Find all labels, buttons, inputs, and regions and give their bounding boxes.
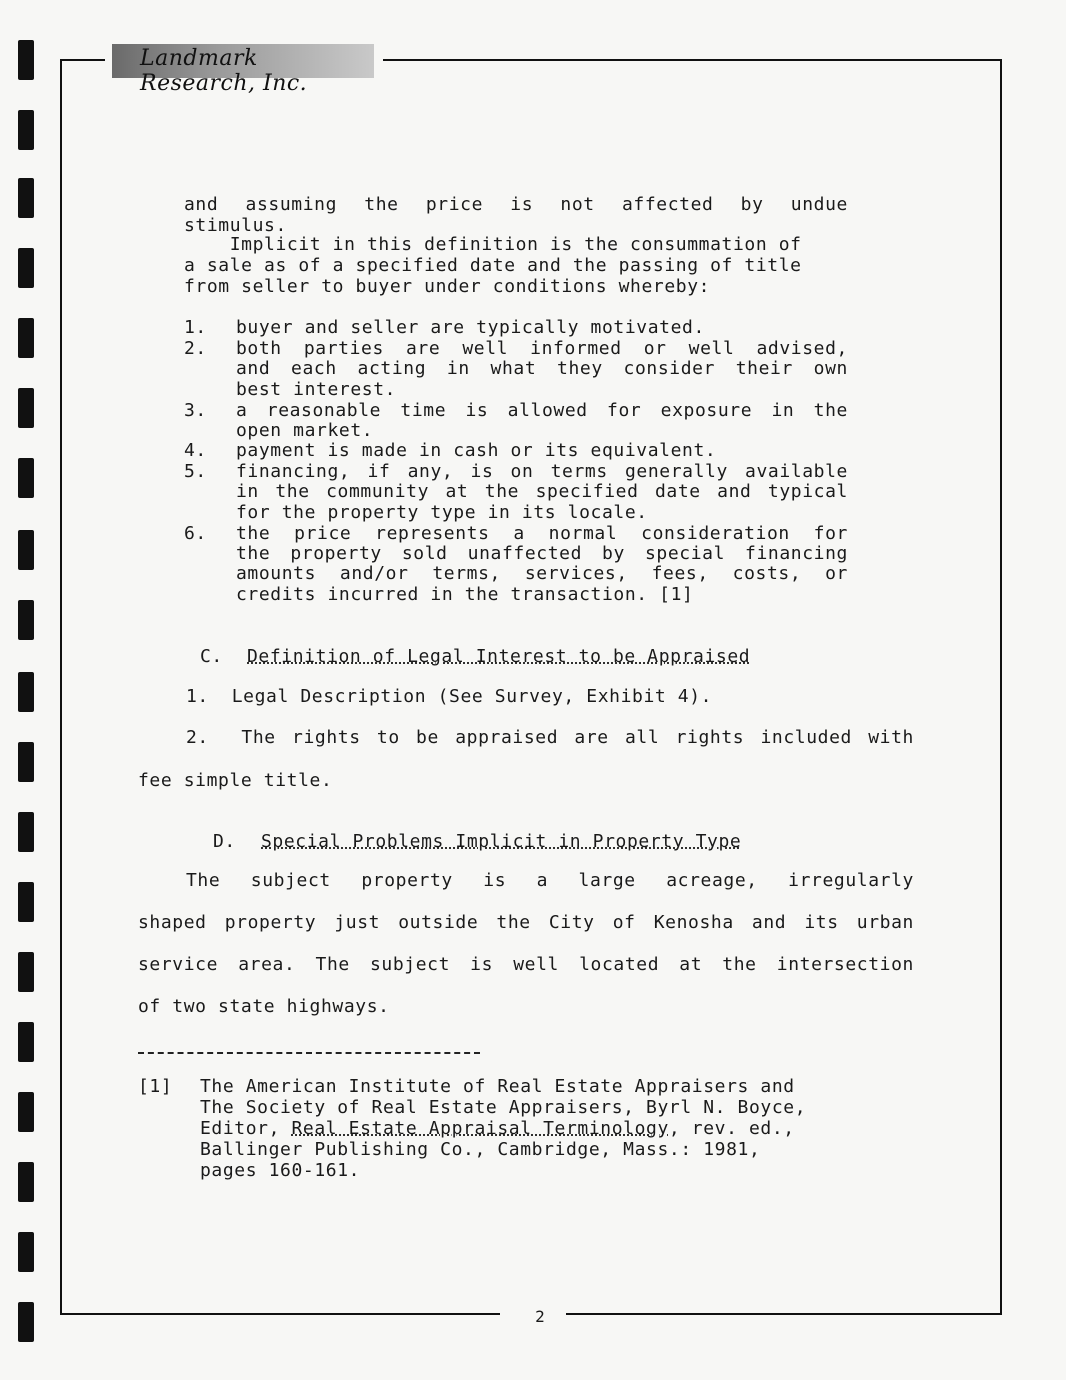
list-num: 2.	[184, 338, 207, 359]
section-d-title: Special Problems Implicit in Property Type	[261, 831, 742, 852]
footnote-line-2: The Society of Real Estate Appraisers, Byrl N. Boyce,	[200, 1097, 807, 1118]
list-num: 4.	[184, 440, 207, 461]
list-num: 6.	[184, 523, 207, 544]
binder-hole	[18, 742, 34, 782]
list-item-5-l3: for the property type in its locale.	[236, 502, 648, 523]
footnote-edition: , rev. ed.,	[668, 1118, 795, 1139]
list-item-6-l4: credits incurred in the transaction. [1]	[236, 584, 694, 605]
page-number: 2	[535, 1307, 545, 1326]
footnote-marker: [1]	[138, 1076, 173, 1097]
footnote-editor: Editor,	[200, 1118, 292, 1139]
footnote-line-1: The American Institute of Real Estate Appraisers and	[200, 1076, 795, 1097]
binder-hole	[18, 1022, 34, 1062]
binder-hole	[18, 178, 34, 218]
section-c-item-2-l2: fee simple title.	[138, 770, 333, 791]
list-item-1: buyer and seller are typically motivated.	[236, 317, 705, 338]
binder-hole	[18, 1302, 34, 1342]
list-item-4: payment is made in cash or its equivalent.	[236, 440, 717, 461]
para1-line-1: Implicit in this definition is the consummation of	[184, 234, 802, 255]
logo-text: Landmark Research, Inc.	[140, 46, 308, 96]
footnote-rule	[138, 1052, 480, 1054]
list-num: 3.	[184, 400, 207, 421]
binder-hole	[18, 600, 34, 640]
binder-hole	[18, 110, 34, 150]
section-d-line-3: service area. The subject is well located at the intersection	[138, 954, 914, 975]
section-c-title: Definition of Legal Interest to be Appraised	[247, 646, 751, 667]
binder-hole	[18, 1232, 34, 1272]
list-item-2-l1: both parties are well informed or well advised,	[236, 338, 848, 359]
list-item-6-l1: the price represents a normal consideration for	[236, 523, 848, 544]
footnote-line-5: pages 160-161.	[200, 1160, 361, 1181]
binder-hole	[18, 318, 34, 358]
section-c-letter: C.	[200, 646, 223, 667]
footnote-line-4: Ballinger Publishing Co., Cambridge, Mass.: 1981,	[200, 1139, 761, 1160]
footnote-book-title: Real Estate Appraisal Terminology	[291, 1118, 669, 1139]
footnote-line-3	[200, 1118, 795, 1140]
intro-line-2: stimulus.	[184, 215, 287, 236]
section-d-line-2: shaped property just outside the City of Kenosha and its urban	[138, 912, 914, 933]
binder-hole	[18, 248, 34, 288]
binder-hole	[18, 672, 34, 712]
binder-hole	[18, 812, 34, 852]
intro-line-1: and assuming the price is not affected by undue	[184, 194, 848, 215]
binder-hole	[18, 40, 34, 80]
list-item-2-l2: and each acting in what they consider their own	[236, 358, 848, 379]
para1-line-3: from seller to buyer under conditions whereby:	[184, 276, 711, 297]
list-item-6-l3: amounts and/or terms, services, fees, costs, or	[236, 563, 848, 584]
section-d-line-4: of two state highways.	[138, 996, 390, 1017]
section-c-item-2-l1: 2. The rights to be appraised are all rights included with	[186, 727, 914, 748]
binder-hole	[18, 1092, 34, 1132]
para1-line-2: a sale as of a specified date and the passing of title	[184, 255, 802, 276]
list-item-3-l2: open market.	[236, 420, 374, 441]
binder-hole	[18, 952, 34, 992]
company-logo	[112, 44, 374, 96]
section-c-item-1: 1. Legal Description (See Survey, Exhibit 4).	[186, 686, 713, 707]
section-d-letter: D.	[213, 831, 236, 852]
list-num: 5.	[184, 461, 207, 482]
section-d-line-1: The subject property is a large acreage, irregularly	[186, 870, 914, 891]
list-item-2-l3: best interest.	[236, 379, 397, 400]
binder-hole	[18, 458, 34, 498]
binder-hole	[18, 530, 34, 570]
list-num: 1.	[184, 317, 207, 338]
list-item-5-l1: financing, if any, is on terms generally available	[236, 461, 848, 482]
binder-hole	[18, 882, 34, 922]
list-item-5-l2: in the community at the specified date and typical	[236, 481, 848, 502]
binder-hole	[18, 388, 34, 428]
list-item-3-l1: a reasonable time is allowed for exposure in the	[236, 400, 848, 421]
binder-hole	[18, 1162, 34, 1202]
list-item-6-l2: the property sold unaffected by special financing	[236, 543, 848, 564]
